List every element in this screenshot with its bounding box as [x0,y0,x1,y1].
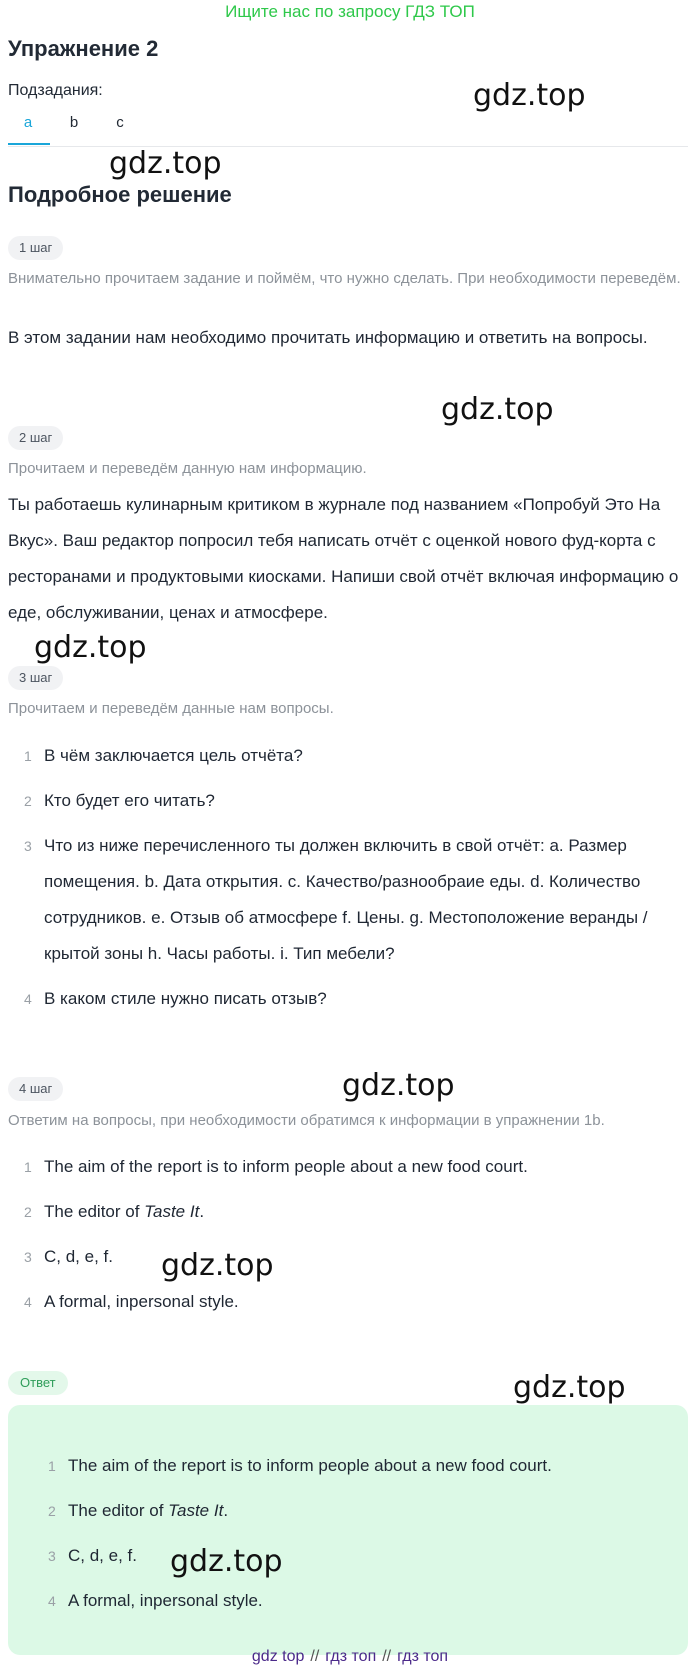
search-banner: Ищите нас по запросу ГДЗ ТОП [225,2,475,21]
item-number: 1 [48,1458,56,1474]
list-item [8,828,688,972]
item-text: The editor of [68,1501,169,1520]
answer-list [8,1149,688,1329]
subtasks-label: Подзадания: [8,82,103,99]
tab-a[interactable]: a [23,114,33,131]
section-title: Подробное решение [8,182,232,207]
item-number: 2 [48,1503,56,1519]
tab-c[interactable]: c [116,114,124,131]
list-item [8,981,688,1017]
subtask-tabs [8,110,688,147]
list-item [32,1448,672,1484]
item-number: 4 [24,1294,32,1310]
list-item [8,738,688,774]
item-text: The editor of [44,1202,145,1221]
step-badge: 4 шаг [8,1077,63,1101]
item-text: C, d, e, f. [68,1546,137,1565]
item-number: 2 [24,793,32,809]
item-number: 4 [24,991,32,1007]
step-badge: 1 шаг [8,236,63,260]
item-number: 3 [24,838,32,854]
item-text: A formal, inpersonal style. [44,1292,239,1311]
list-item [8,1194,688,1230]
tab-b[interactable]: b [69,114,79,131]
question-list [8,738,688,1026]
list-item [32,1583,672,1619]
item-text: В чём заключается цель отчёта? [44,746,303,765]
list-item [8,783,688,819]
footer-separator: // [382,1648,392,1665]
item-suffix: . [223,1501,229,1520]
magazine-title: Taste It [144,1202,200,1221]
item-text: Что из ниже перечисленного ты должен включить в свой отчёт: a. Размер помещения. b. Дата открытия. c. Качество/разнообраие еды. d. Количество сотрудников. e. Отзыв об атмосфере f. Цены. g. Местоположение веранды / крытой зоны h. Часы работы. i. Тип мебели? [44,836,648,963]
step-text: Ты работаешь кулинарным критиком в журнале под названием «Попробуй Это На Вкус». Ваш редактор попросил тебя написать отчёт с оценкой нового фуд-корта с ресторанами и продуктовыми киосками. Напиши свой отчёт включая информацию о еде, обслуживании, ценах и атмосфере. [8,495,679,622]
active-tab-indicator [8,143,50,145]
item-number: 1 [24,748,32,764]
watermark: gdz.top [109,146,222,181]
step-text: В этом задании нам необходимо прочитать информацию и ответить на вопросы. [8,328,648,347]
list-item [8,1284,688,1320]
list-item [8,1239,688,1275]
footer-link[interactable]: гдз топ [397,1648,449,1665]
item-suffix: . [199,1202,205,1221]
watermark: gdz.top [161,1248,274,1283]
item-text: The aim of the report is to inform people about a new food court. [68,1456,552,1475]
step-badge: 3 шаг [8,666,63,690]
magazine-title: Taste It [168,1501,224,1520]
step-hint: Прочитаем и переведём данные нам вопросы. [8,700,334,717]
item-number: 3 [24,1249,32,1265]
step-hint: Прочитаем и переведём данную нам информацию. [8,460,367,477]
footer-links [0,1648,700,1666]
step-hint: Внимательно прочитаем задание и поймём, что нужно сделать. При необходимости переведём. [8,270,681,287]
page-title: Упражнение 2 [8,36,159,61]
item-text: В каком стиле нужно писать отзыв? [44,989,327,1008]
watermark: gdz.top [513,1370,626,1405]
footer-link[interactable]: гдз топ [325,1648,377,1665]
item-number: 4 [48,1593,56,1609]
footer-separator: // [310,1648,320,1665]
item-text: A formal, inpersonal style. [68,1591,263,1610]
answer-badge: Ответ [8,1371,68,1395]
list-item [32,1493,672,1529]
watermark: gdz.top [170,1544,283,1579]
answer-items [32,1448,672,1628]
step-badge: 2 шаг [8,426,63,450]
watermark: gdz.top [342,1068,455,1103]
step-hint: Ответим на вопросы, при необходимости обратимся к информации в упражнении 1b. [8,1112,605,1129]
footer-link[interactable]: gdz top [251,1648,305,1665]
list-item [32,1538,672,1574]
item-number: 2 [24,1204,32,1220]
watermark: gdz.top [473,78,586,113]
item-number: 3 [48,1548,56,1564]
list-item [8,1149,688,1185]
watermark: gdz.top [441,392,554,427]
answer-box [8,1405,688,1655]
item-text: C, d, e, f. [44,1247,113,1266]
watermark: gdz.top [34,630,147,665]
item-text: Кто будет его читать? [44,791,215,810]
item-number: 1 [24,1159,32,1175]
item-text: The aim of the report is to inform people about a new food court. [44,1157,528,1176]
